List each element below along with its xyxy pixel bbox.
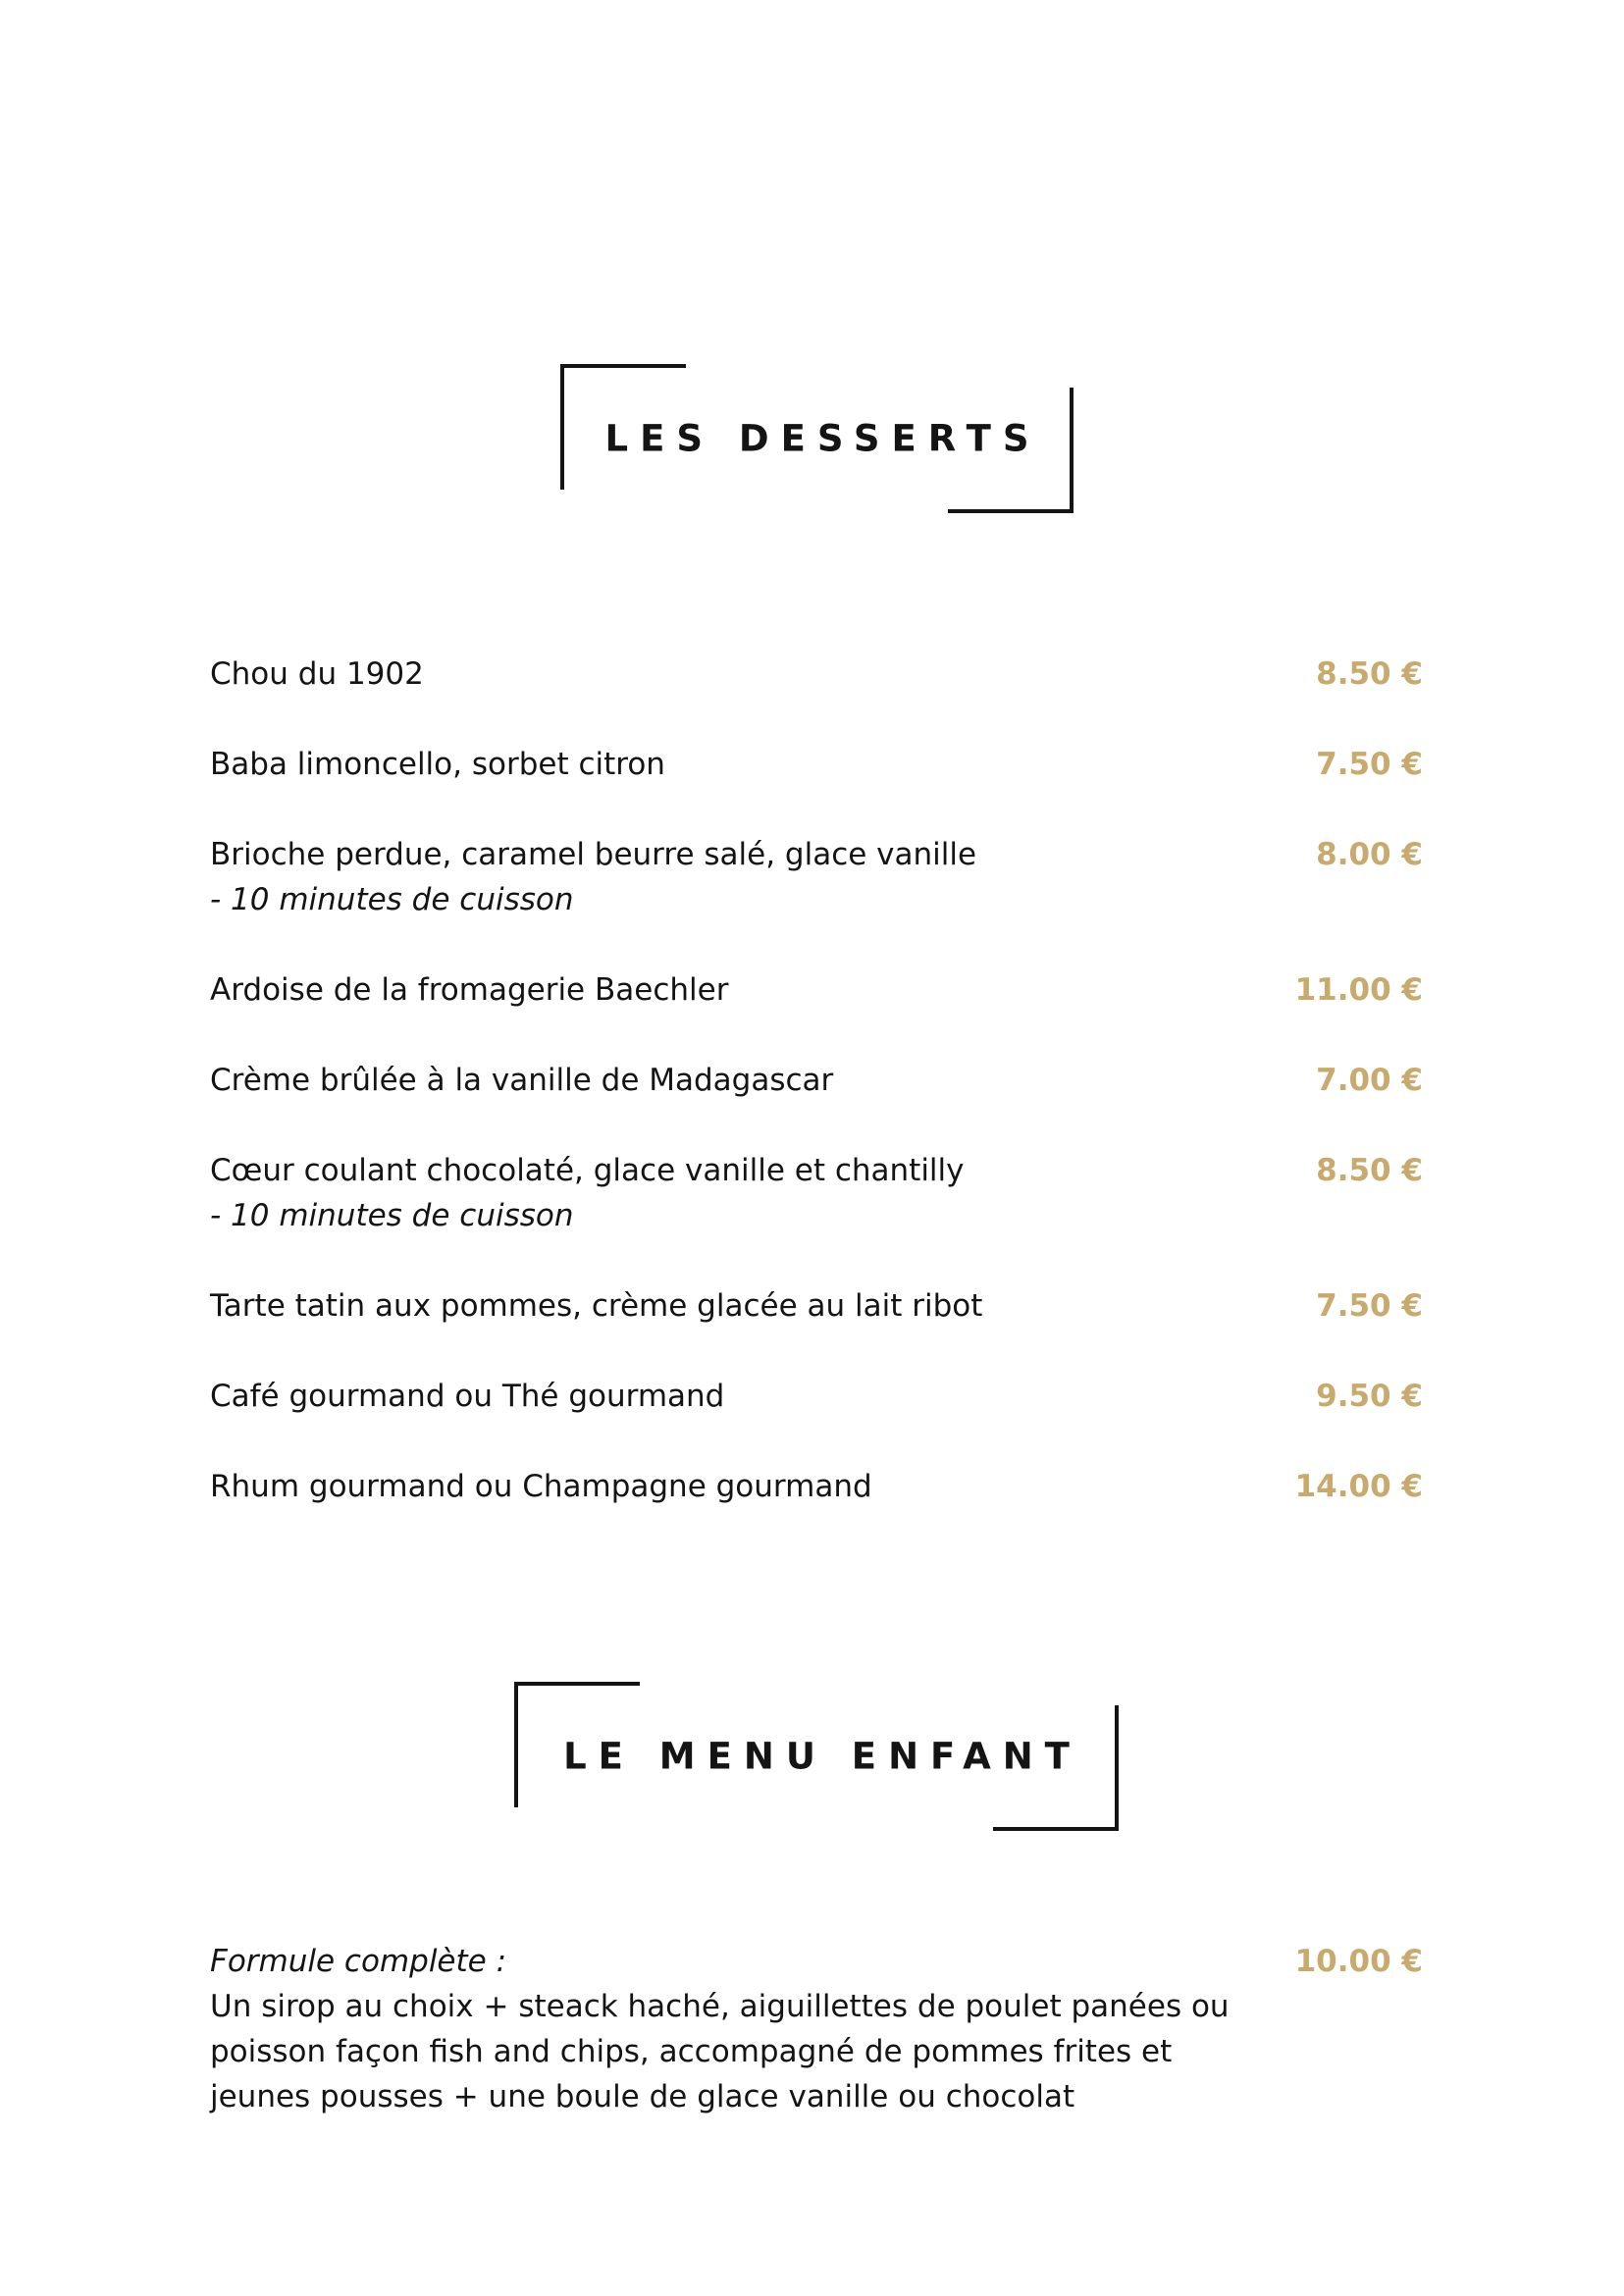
- desserts-section-title: LES DESSERTS: [604, 417, 1041, 460]
- menu-item-name: Cœur coulant chocolaté, glace vanille et chantilly: [210, 1153, 965, 1188]
- menu-item: [210, 1374, 1423, 1419]
- kids-menu-section-title: LE MENU ENFANT: [563, 1735, 1081, 1778]
- menu-item-price: 9.50 €: [1316, 1379, 1423, 1414]
- menu-item-price: 7.50 €: [1316, 1288, 1423, 1324]
- menu-item: [210, 967, 1423, 1013]
- menu-item-price: 7.00 €: [1316, 1063, 1423, 1098]
- desserts-section-header: [560, 364, 1074, 513]
- menu-item-price: 8.50 €: [1316, 656, 1423, 692]
- kids-menu-section-header: [514, 1682, 1119, 1831]
- menu-item-name: Café gourmand ou Thé gourmand: [210, 1379, 725, 1414]
- kids-menu-list: [210, 1939, 1423, 2165]
- menu-item: [210, 1283, 1423, 1329]
- kids-formula-item: [210, 1939, 1423, 2119]
- menu-item-price: 7.50 €: [1316, 747, 1423, 782]
- menu-item-note: - 10 minutes de cuisson: [210, 1198, 574, 1233]
- kids-formula-description: Un sirop au choix + steack haché, aiguillettes de poulet panées ou poisson façon fish and chips, accompagné de pommes frites et jeunes pousses + une boule de glace vanille ou chocolat: [210, 1989, 1230, 2114]
- menu-item: [210, 652, 1423, 697]
- menu-item-note: - 10 minutes de cuisson: [210, 882, 574, 917]
- menu-item-name: Chou du 1902: [210, 656, 424, 692]
- menu-item: [210, 1148, 1423, 1238]
- menu-item: [210, 1464, 1423, 1509]
- menu-item-price: 11.00 €: [1294, 972, 1423, 1008]
- menu-item-name: Baba limoncello, sorbet citron: [210, 747, 665, 782]
- kids-formula-title: Formule complète :: [210, 1944, 507, 1979]
- menu-item-price: 8.50 €: [1316, 1153, 1423, 1188]
- menu-item: [210, 1058, 1423, 1103]
- menu-item-name: Crème brûlée à la vanille de Madagascar: [210, 1063, 834, 1098]
- menu-item: [210, 742, 1423, 787]
- menu-item-price: 8.00 €: [1316, 837, 1423, 872]
- kids-formula-price: 10.00 €: [1294, 1944, 1423, 1979]
- desserts-list: [210, 652, 1423, 1554]
- menu-item-name: Brioche perdue, caramel beurre salé, glace vanille: [210, 837, 977, 872]
- menu-item-price: 14.00 €: [1294, 1469, 1423, 1504]
- menu-item-name: Rhum gourmand ou Champagne gourmand: [210, 1469, 872, 1504]
- menu-item-name: Tarte tatin aux pommes, crème glacée au lait ribot: [210, 1288, 983, 1324]
- menu-item: [210, 832, 1423, 922]
- menu-item-name: Ardoise de la fromagerie Baechler: [210, 972, 729, 1008]
